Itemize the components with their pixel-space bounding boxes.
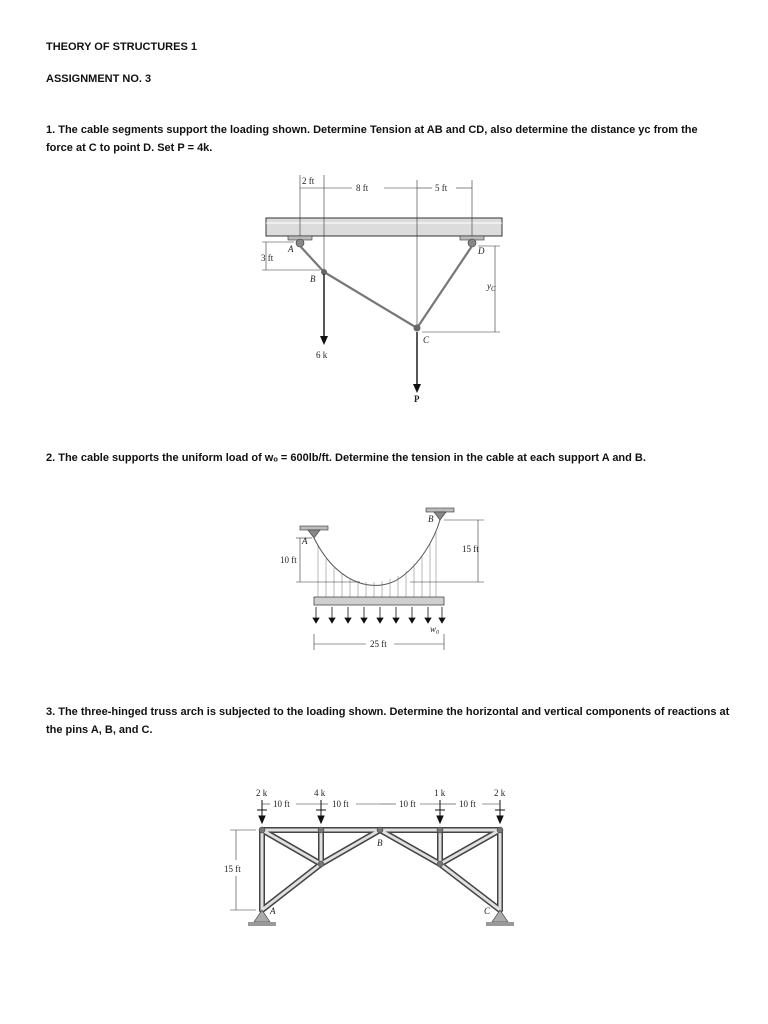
assignment-number: ASSIGNMENT NO. 3 (46, 73, 152, 85)
arrow-p (413, 384, 421, 393)
dim-10ft: 10 ft (280, 555, 297, 565)
label-b: B (428, 514, 434, 524)
span-1: 10 ft (273, 799, 290, 809)
dim-2ft: 2 ft (302, 176, 315, 186)
label-c: C (484, 906, 491, 916)
dim-5ft: 5 ft (435, 183, 448, 193)
yc-label: $y_C$ (487, 281, 496, 293)
dim-15ft: 15 ft (224, 864, 241, 874)
dim-15ft: 15 ft (462, 544, 479, 554)
label-a: A (288, 244, 294, 254)
dim-3ft: 3 ft (261, 253, 274, 263)
cable (314, 520, 440, 585)
document-title: THEORY OF STRUCTURES 1 (46, 41, 197, 53)
label-d: D (478, 246, 485, 256)
deck (314, 597, 444, 605)
load-2k-left: 2 k (256, 788, 268, 798)
load-6k: 6 k (316, 350, 328, 360)
cable (300, 246, 472, 328)
uniform-load-arrows (313, 607, 445, 623)
span-4: 10 ft (459, 799, 476, 809)
hangers (318, 530, 436, 597)
load-1k: 1 k (434, 788, 446, 798)
problem-3-text: 3. The three-hinged truss arch is subjected to the loading shown. Determine the horizontal and vertical components of reactions at the pins A, B, and C. (46, 706, 730, 736)
problem-1-text: 1. The cable segments support the loading shown. Determine Tension at AB and CD, also determine the distance yc from the force at C to point D. Set P = 4k. (46, 124, 698, 154)
cable-segments-figure (250, 170, 520, 410)
load-2k-right: 2 k (494, 788, 506, 798)
label-b: B (377, 838, 383, 848)
load-p: P (414, 394, 420, 404)
load-4k: 4 k (314, 788, 326, 798)
label-b: B (310, 274, 316, 284)
label-a: A (270, 906, 276, 916)
span-3: 10 ft (399, 799, 416, 809)
load-w0: $w_0$ (430, 624, 440, 636)
label-c: C (423, 335, 430, 345)
pin-support-c (486, 910, 514, 926)
ceiling-beam (266, 218, 502, 236)
three-hinged-truss-figure (220, 786, 520, 931)
label-a: A (302, 536, 308, 546)
uniform-load-cable-figure (270, 500, 500, 660)
arrow-6k (320, 336, 328, 345)
problem-2-text: 2. The cable supports the uniform load of wₒ = 600lb/ft. Determine the tension in the cable at each support A and B. (46, 452, 646, 464)
dim-8ft: 8 ft (356, 183, 369, 193)
dim-25ft: 25 ft (370, 639, 387, 649)
span-2: 10 ft (332, 799, 349, 809)
